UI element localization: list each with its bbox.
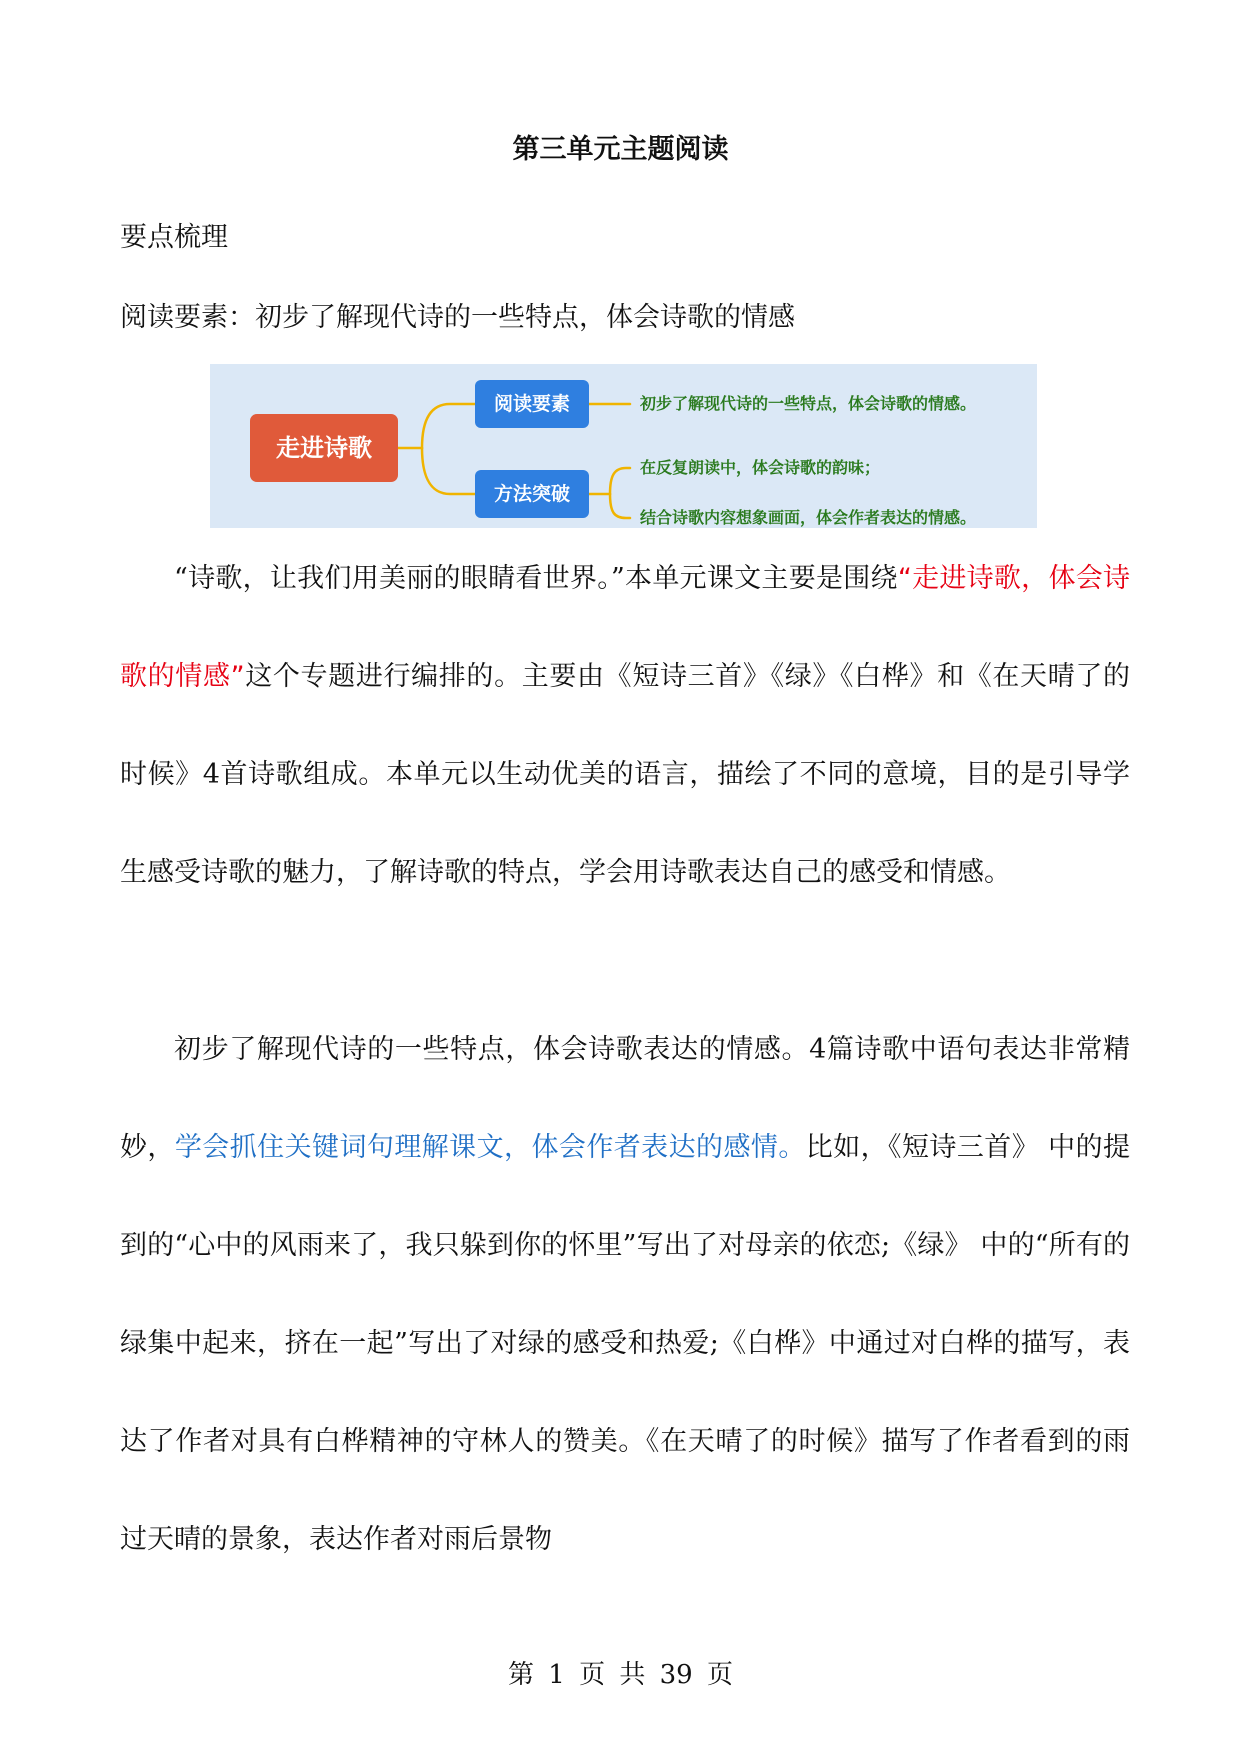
connector-branch-1: [422, 404, 475, 448]
paragraph-text: 比如，《短诗三首》 中的提到的“心中的风雨来了，我只躲到你的怀里”写出了对母亲的依恋;《绿》 中的“所有的绿集中起来，挤在一起”写出了对绿的感受和热爱;《白桦》中通过对白桦的描写，表达了作者对具有白桦精神的守林人的赞美。《在天晴了的时候》描写了作者看到的雨过天晴的景象，表达作者对雨后景物: [120, 1132, 1131, 1555]
mind-map-leaf: 在反复朗读中，体会诗歌的韵味；: [640, 458, 881, 477]
mind-map-root: 走进诗歌: [250, 414, 398, 482]
highlight-theme: “走进诗歌，体会诗歌的情感”: [120, 563, 1130, 692]
highlight-method: 学会抓住关键词句理解课文，体会作者表达的感情。: [174, 1132, 806, 1163]
connector-leaf-2: [610, 468, 630, 494]
page-number: 第 1 页 共 39 页: [508, 1660, 733, 1690]
paragraph-analysis: [120, 1001, 1130, 1589]
reading-element-heading: 阅读要素：初步了解现代诗的一些特点，体会诗歌的情感: [120, 302, 795, 333]
page-title: 第三单元主题阅读: [512, 134, 729, 165]
paragraph-text: “诗歌，让我们用美丽的眼睛看世界。”本单元课文主要是围绕: [174, 563, 898, 594]
mind-map-node-method: 方法突破: [475, 470, 589, 518]
mind-map-leaf: 结合诗歌内容想象画面，体会作者表达的情感。: [640, 508, 977, 527]
connector-leaf-3: [610, 494, 630, 518]
section-heading: 要点梳理: [120, 222, 228, 253]
connector-branch-2: [422, 448, 475, 494]
mind-map: [210, 364, 1037, 528]
paragraph-text: 这个专题进行编排的。主要由《短诗三首》《绿》《白桦》和《在天晴了的时候》4首诗歌组成。本单元以生动优美的语言，描绘了不同的意境，目的是引导学生感受诗歌的魅力，了解诗歌的特点，学会用诗歌表达自己的感受和情感。: [120, 661, 1130, 888]
mind-map-node-reading-element: 阅读要素: [475, 380, 589, 428]
mind-map-leaf: 初步了解现代诗的一些特点，体会诗歌的情感。: [640, 394, 977, 413]
paragraph-intro: [120, 530, 1130, 922]
paragraph-text: 初步了解现代诗的一些特点，体会诗歌表达的情感。4篇诗歌中语句表达非常精妙，: [120, 1034, 1130, 1163]
